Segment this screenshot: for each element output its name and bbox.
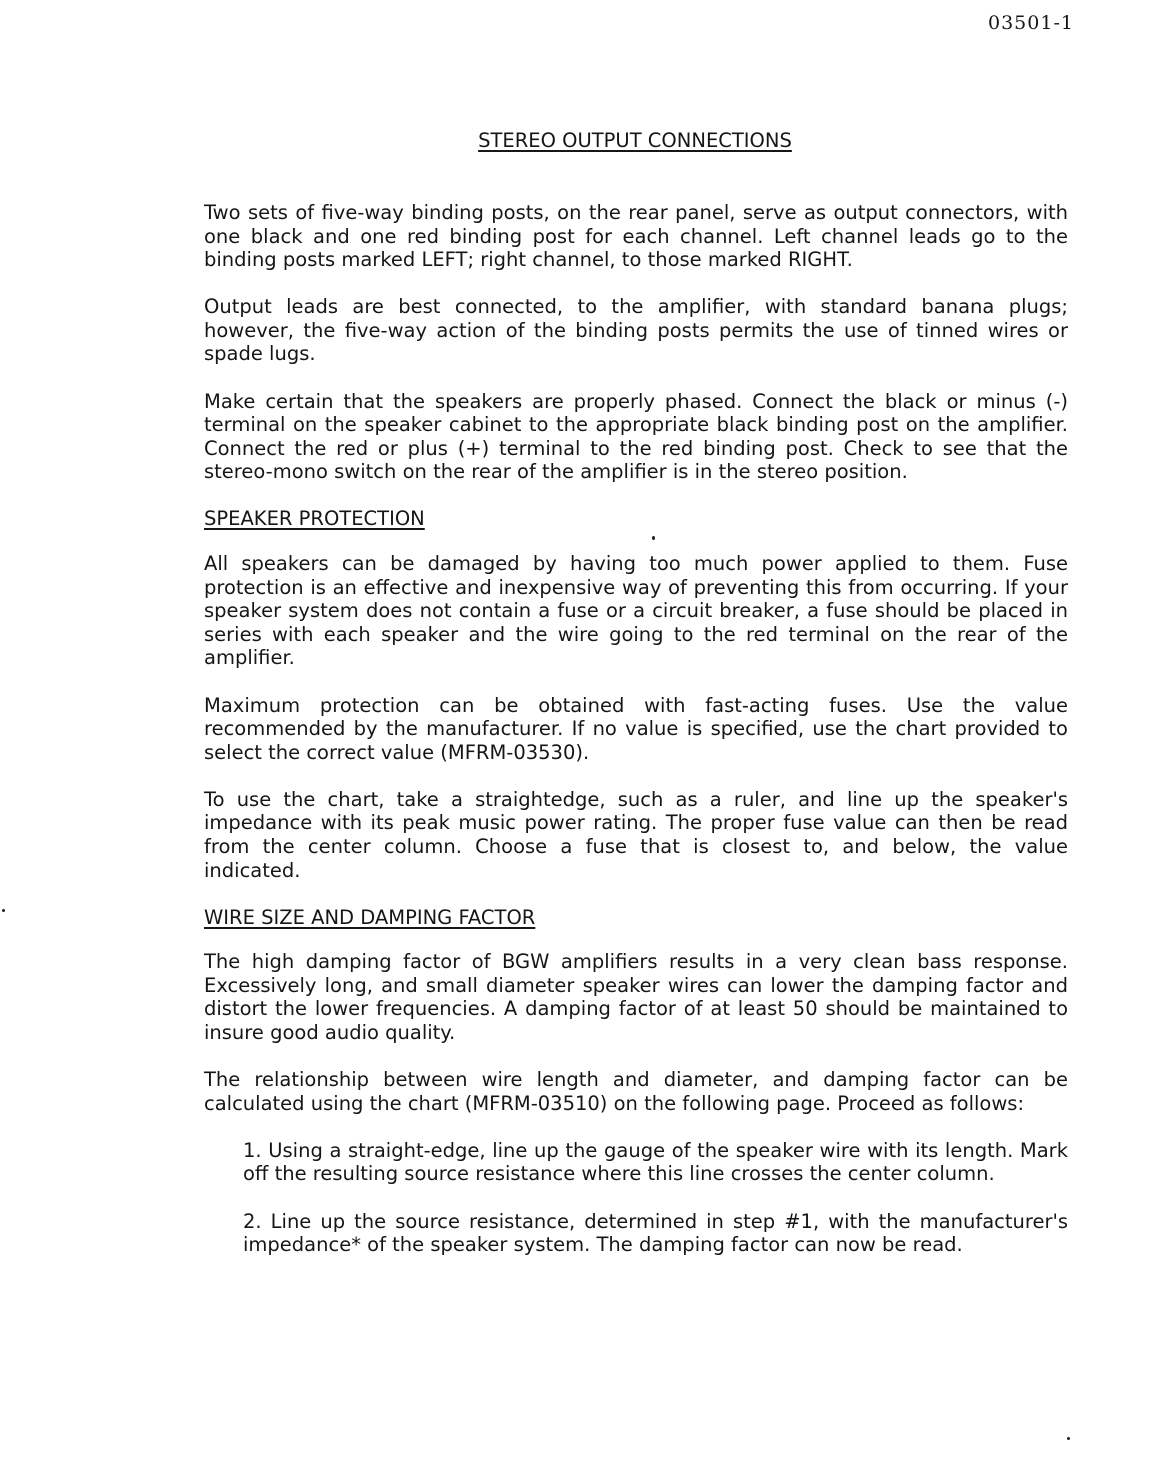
paragraph: Output leads are best connected, to the amplifier, with standard banana plugs; however, the five-way action of the binding posts permits the use of tinned wires or spade lugs. (204, 295, 1068, 366)
scan-speck (652, 536, 655, 540)
procedure-step: 2. Line up the source resistance, determined in step #1, with the manufacturer's impedance* of the speaker system. The damping factor can now be read. (243, 1209, 1068, 1257)
procedure-step: 1. Using a straight-edge, line up the gauge of the speaker wire with its length. Mark off the resulting source resistance where this line crosses the center column. (243, 1138, 1068, 1186)
speaker-protection-section (204, 507, 1068, 882)
paragraph: The high damping factor of BGW amplifiers results in a very clean bass response. Excessively long, and small diameter speaker wires can lower the damping factor and distort the lower frequencies. A damping factor of at least 50 should be maintained to insure good audio quality. (204, 950, 1068, 1045)
document-body (204, 201, 1068, 1257)
section-heading: SPEAKER PROTECTION (204, 507, 425, 531)
paragraph: To use the chart, take a straightedge, such as a ruler, and line up the speaker's impedance with its peak music power rating. The proper fuse value can then be read from the center column. Choose a fuse that is closest to, and below, the value indicated. (204, 787, 1068, 882)
page-title-text: STEREO OUTPUT CONNECTIONS (478, 129, 792, 152)
paragraph: Two sets of five-way binding posts, on the rear panel, serve as output connectors, with one black and one red binding post for each channel. Left channel leads go to the binding posts marked LEFT; right channel, to those marked RIGHT. (204, 201, 1068, 272)
paragraph: The relationship between wire length and diameter, and damping factor can be calculated using the chart (MFRM-03510) on the following page. Proceed as follows: (204, 1068, 1068, 1115)
procedure-steps (243, 1139, 1068, 1257)
stereo-output-section (204, 201, 1068, 484)
page-title (0, 129, 1150, 152)
scan-speck (1067, 1437, 1070, 1440)
section-heading: WIRE SIZE AND DAMPING FACTOR (204, 905, 536, 929)
paragraph: Maximum protection can be obtained with fast-acting fuses. Use the value recommended by the manufacturer. If no value is specified, use the chart provided to select the correct value (MFRM-03530). (204, 693, 1068, 764)
wire-size-section (204, 906, 1068, 1257)
paragraph: All speakers can be damaged by having too much power applied to them. Fuse protection is an effective and inexpensive way of preventing this from occurring. If your speaker system does not contain a fuse or a circuit breaker, a fuse should be placed in series with each speaker and the wire going to the red terminal on the rear of the amplifier. (204, 552, 1068, 670)
scan-speck (2, 909, 5, 912)
paragraph: Make certain that the speakers are properly phased. Connect the black or minus (-) terminal on the speaker cabinet to the appropriate black binding post on the amplifier. Connect the red or plus (+) terminal to the red binding post. Check to see that the stereo-mono switch on the rear of the amplifier is in the stereo position. (204, 389, 1068, 484)
page-number: 03501-1 (988, 12, 1074, 34)
